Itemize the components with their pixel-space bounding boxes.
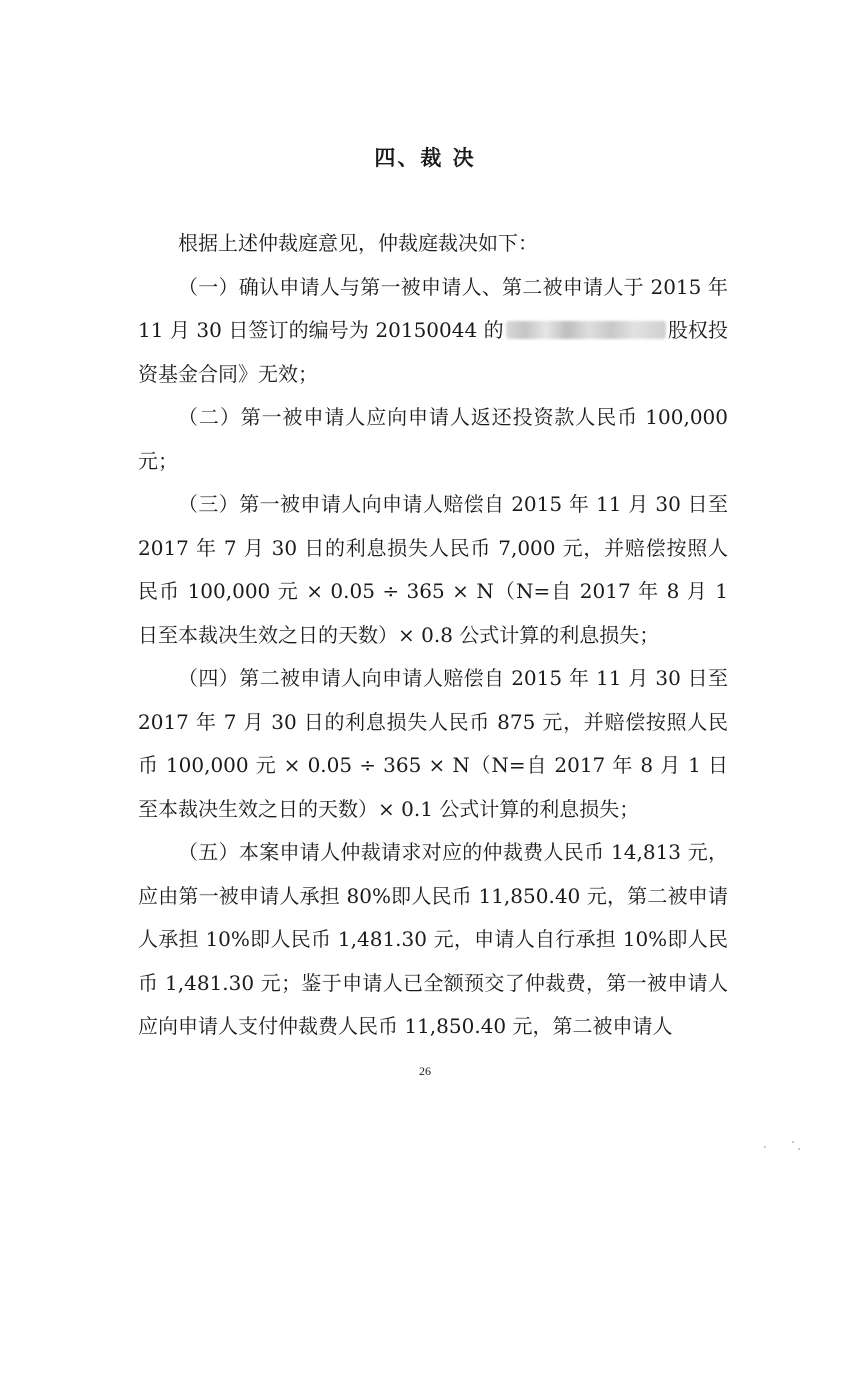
scan-speck bbox=[798, 1148, 800, 1150]
award-item-1 bbox=[138, 266, 728, 397]
redacted-contract-name bbox=[506, 321, 666, 339]
intro-paragraph: 根据上述仲裁庭意见，仲裁庭裁决如下： bbox=[178, 231, 538, 255]
page-number: 26 bbox=[419, 1064, 431, 1078]
award-item-4: （四）第二被申请人向申请人赔偿自 2015 年 11 月 30 日至 2017 年 7 月 30 日的利息损失人民币 875 元，并赔偿按照人民币 100,000 元 × 0.05 ÷ 365 × N（N=自 2017 年 8 月 1 日至本裁决生效之日的天数）× 0.1 公式计算的利息损失； bbox=[138, 666, 728, 821]
award-item-2: （二）第一被申请人应向申请人返还投资款人民币 100,000 元； bbox=[138, 405, 728, 473]
award-body bbox=[138, 222, 728, 1049]
scan-speck bbox=[792, 1141, 794, 1143]
award-item-3: （三）第一被申请人向申请人赔偿自 2015 年 11 月 30 日至 2017 年 7 月 30 日的利息损失人民币 7,000 元，并赔偿按照人民币 100,000 元 × 0.05 ÷ 365 × N（N=自 2017 年 8 月 1 日至本裁决生效之日的天数）× 0.8 公式计算的利息损失； bbox=[138, 492, 728, 647]
scan-speck bbox=[764, 1146, 766, 1148]
section-title: 四、裁 决 bbox=[374, 145, 476, 170]
award-item-5: （五）本案申请人仲裁请求对应的仲裁费人民币 14,813 元，应由第一被申请人承担 80%即人民币 11,850.40 元，第二被申请人承担 10%即人民币 1,481.30 元，申请人自行承担 10%即人民币 1,481.30 元；鉴于申请人已全额预交了仲裁费，第一被申请人应向申请人支付仲裁费人民币 11,850.40 元，第二被申请人 bbox=[138, 840, 728, 1038]
award-item-1-text-a: （一）确认申请人与第一被申请人、第二被申请人于 2015 年 11 月 30 日签订的编号为 20150044 的 bbox=[138, 274, 728, 342]
award-item-1-text-b: 股权投资基金合同》无效； bbox=[138, 318, 729, 386]
